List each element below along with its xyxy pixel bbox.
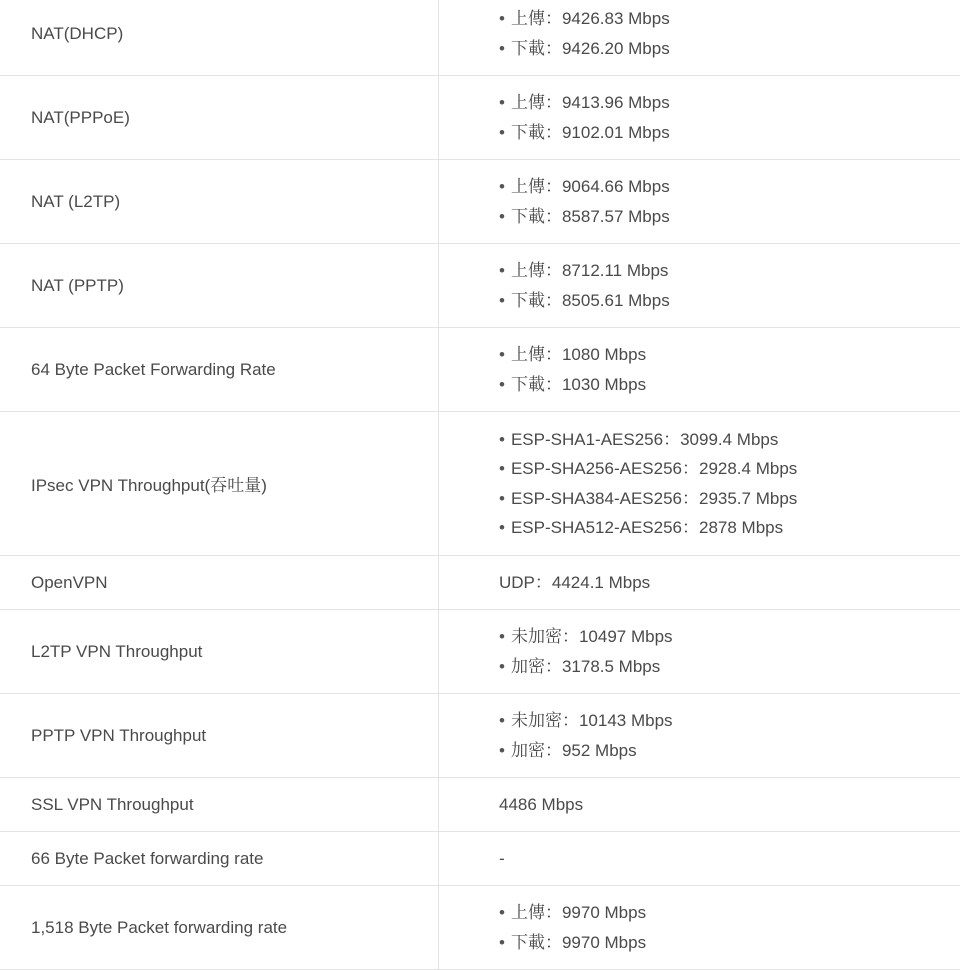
row-label: 64 Byte Packet Forwarding Rate — [0, 328, 439, 411]
row-label: PPTP VPN Throughput — [0, 694, 439, 777]
bullet-icon: • — [499, 711, 505, 730]
row-values — [439, 886, 960, 969]
value-line: 4486 Mbps — [499, 794, 584, 814]
bullet-icon: • — [499, 177, 505, 196]
value-line: • 下載：1030 Mbps — [499, 370, 960, 400]
row-values — [439, 610, 960, 693]
value-line: • 下載：8587.57 Mbps — [499, 202, 960, 232]
row-values — [439, 778, 960, 831]
row-values — [439, 244, 960, 327]
value-line: • 未加密：10143 Mbps — [499, 706, 960, 736]
bullet-icon: • — [499, 290, 505, 310]
row-values — [439, 76, 960, 159]
bullet-icon: • — [499, 488, 505, 508]
value-line: • ESP-SHA384-AES256：2935.7 Mbps — [499, 484, 960, 514]
row-label: 66 Byte Packet forwarding rate — [0, 832, 439, 885]
bullet-icon: • — [499, 932, 505, 952]
row-label: IPsec VPN Throughput(吞吐量) — [0, 412, 439, 555]
row-values — [439, 160, 960, 243]
value-line: - — [499, 848, 505, 868]
value-line: • 下載：9102.01 Mbps — [499, 118, 960, 148]
row-values — [439, 328, 960, 411]
row-label: SSL VPN Throughput — [0, 778, 439, 831]
value-line: • 加密：952 Mbps — [499, 736, 960, 766]
bullet-icon: • — [499, 627, 505, 646]
table-row — [0, 244, 960, 328]
bullet-icon: • — [499, 903, 505, 922]
value-line: • 上傳：9413.96 Mbps — [499, 88, 960, 118]
table-row — [0, 610, 960, 694]
table-row — [0, 832, 960, 886]
value-line: • 未加密：10497 Mbps — [499, 622, 960, 652]
bullet-icon: • — [499, 122, 505, 142]
value-line: • 下載：9970 Mbps — [499, 928, 960, 958]
table-row — [0, 0, 960, 76]
row-label: NAT(PPPoE) — [0, 76, 439, 159]
value-line: • 上傳：9970 Mbps — [499, 898, 960, 928]
value-line: • 上傳：8712.11 Mbps — [499, 256, 960, 286]
bullet-icon: • — [499, 261, 505, 280]
value-line: • 加密：3178.5 Mbps — [499, 652, 960, 682]
bullet-icon: • — [499, 740, 505, 760]
bullet-icon: • — [499, 459, 505, 478]
value-line: • 上傳：1080 Mbps — [499, 340, 960, 370]
bullet-icon: • — [499, 345, 505, 364]
value-line: • ESP-SHA256-AES256：2928.4 Mbps — [499, 454, 960, 484]
row-label: 1,518 Byte Packet forwarding rate — [0, 886, 439, 969]
bullet-icon: • — [499, 9, 505, 28]
table-row — [0, 886, 960, 970]
row-label: L2TP VPN Throughput — [0, 610, 439, 693]
row-values — [439, 832, 960, 885]
bullet-icon: • — [499, 518, 505, 537]
row-label: NAT (PPTP) — [0, 244, 439, 327]
value-line: • 上傳：9064.66 Mbps — [499, 172, 960, 202]
table-row — [0, 76, 960, 160]
table-row — [0, 328, 960, 412]
table-row — [0, 694, 960, 778]
row-values — [439, 0, 960, 75]
row-label: NAT (L2TP) — [0, 160, 439, 243]
row-values — [439, 556, 960, 609]
bullet-icon: • — [499, 374, 505, 394]
row-values — [439, 694, 960, 777]
table-row — [0, 778, 960, 832]
table-row — [0, 412, 960, 556]
value-line: • 下載：9426.20 Mbps — [499, 34, 960, 64]
bullet-icon: • — [499, 429, 505, 449]
bullet-icon: • — [499, 656, 505, 676]
value-line: • ESP-SHA1-AES256：3099.4 Mbps — [499, 425, 960, 455]
row-label: OpenVPN — [0, 556, 439, 609]
row-label: NAT(DHCP) — [0, 0, 439, 75]
row-values — [439, 412, 960, 555]
value-line: • 上傳：9426.83 Mbps — [499, 4, 960, 34]
bullet-icon: • — [499, 38, 505, 58]
bullet-icon: • — [499, 93, 505, 112]
bullet-icon: • — [499, 206, 505, 226]
value-line: • ESP-SHA512-AES256：2878 Mbps — [499, 513, 960, 543]
value-line: • 下載：8505.61 Mbps — [499, 286, 960, 316]
table-row — [0, 556, 960, 610]
table-row — [0, 160, 960, 244]
value-line: UDP：4424.1 Mbps — [499, 572, 651, 592]
